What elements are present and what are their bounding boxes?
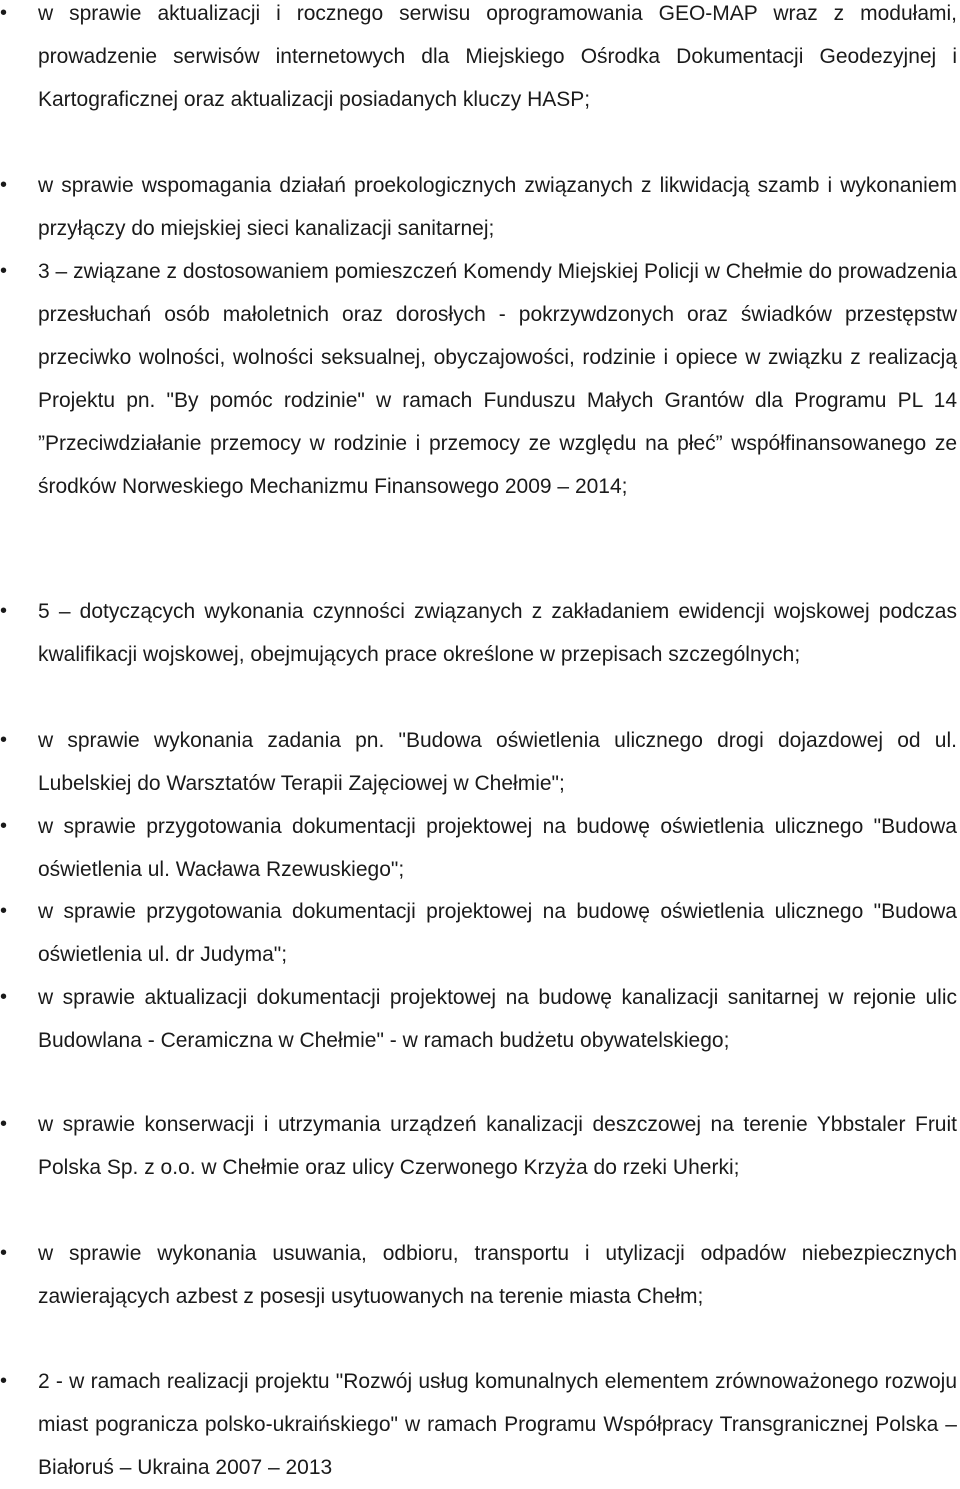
bullet-icon: • (0, 174, 8, 196)
list-item-text: w sprawie aktualizacji i rocznego serwisu oprogramowania GEO-MAP wraz z modułami, prowadzenie serwisów internetowych dla Miejskiego Ośrodka Dokumentacji Geodezyjnej i Kartograficznej oraz aktualizacji posiadanych kluczy HASP; (38, 2, 957, 111)
list-item-text: w sprawie aktualizacji dokumentacji projektowej na budowę kanalizacji sanitarnej w rejonie ulic Budowlana - Ceramiczna w Chełmie" - w ramach budżetu obywatelskiego; (38, 986, 957, 1052)
list-item-text: 2 - w ramach realizacji projektu "Rozwój usług komunalnych elementem zrównoważonego rozwoju miast pogranicza polsko-ukraińskiego" w ramach Programu Współpracy Transgranicznej Polska – Białoruś – Ukraina 2007 – 2013 (38, 1370, 957, 1479)
list-item-text: w sprawie przygotowania dokumentacji projektowej na budowę oświetlenia ulicznego "Budowa oświetlenia ul. dr Judyma"; (38, 900, 957, 966)
list-item-text: w sprawie wykonania usuwania, odbioru, transportu i utylizacji odpadów niebezpiecznych zawierających azbest z posesji usytuowanych na terenie miasta Chełm; (38, 1242, 957, 1308)
bullet-icon: • (0, 260, 8, 282)
bullet-icon: • (0, 900, 8, 922)
bullet-icon: • (0, 2, 8, 24)
list-item-text: w sprawie wspomagania działań proekologicznych związanych z likwidacją szamb i wykonaniem przyłączy do miejskiej sieci kanalizacji sanitarnej; (38, 174, 957, 240)
bullet-icon: • (0, 986, 8, 1008)
list-item-text: w sprawie przygotowania dokumentacji projektowej na budowę oświetlenia ulicznego "Budowa oświetlenia ul. Wacława Rzewuskiego"; (38, 815, 957, 881)
list-item-text: w sprawie konserwacji i utrzymania urządzeń kanalizacji deszczowej na terenie Ybbstaler Fruit Polska Sp. z o.o. w Chełmie oraz ulicy Czerwonego Krzyża do rzeki Uherki; (38, 1113, 957, 1179)
bullet-icon: • (0, 815, 8, 837)
list-item-text: 5 – dotyczących wykonania czynności związanych z zakładaniem ewidencji wojskowej podczas kwalifikacji wojskowej, obejmujących prace określone w przepisach szczególnych; (38, 600, 957, 666)
list-item-text: w sprawie wykonania zadania pn. "Budowa oświetlenia ulicznego drogi dojazdowej od ul. Lubelskiej do Warsztatów Terapii Zajęciowej w Chełmie"; (38, 729, 957, 795)
bullet-icon: • (0, 600, 8, 622)
bullet-icon: • (0, 1370, 8, 1392)
list-item-text: 3 – związane z dostosowaniem pomieszczeń Komendy Miejskiej Policji w Chełmie do prowadzenia przesłuchań osób małoletnich oraz dorosłych - pokrzywdzonych oraz świadków przestępstw przeciwko wolności, wolności seksualnej, obyczajowości, rodzinie i opiece w związku z realizacją Projektu pn. "By pomóc rodzinie" w ramach Funduszu Małych Grantów dla Programu PL 14 ”Przeciwdziałanie przemocy w rodzinie i przemocy ze względu na płeć” współfinansowanego ze środków Norweskiego Mechanizmu Finansowego 2009 – 2014; (38, 260, 957, 498)
bullet-icon: • (0, 729, 8, 751)
bullet-icon: • (0, 1113, 8, 1135)
bullet-icon: • (0, 1242, 8, 1264)
